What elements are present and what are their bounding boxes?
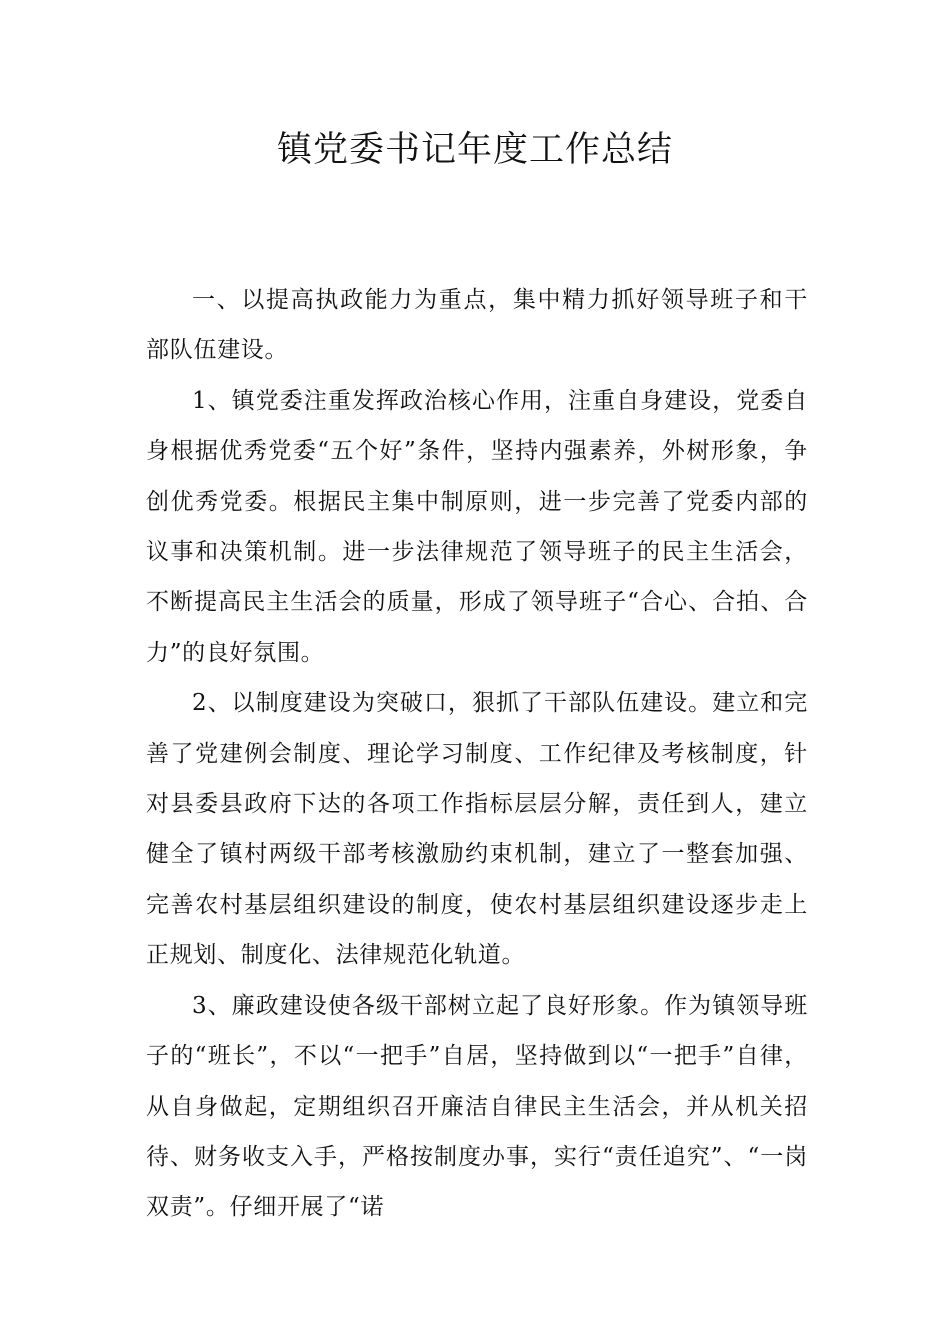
paragraph-item-3: 3、廉政建设使各级干部树立起了良好形象。作为镇领导班子的“班长”，不以“一把手”自居，坚持做到以“一把手”自律，从自身做起，定期组织召开廉洁自律民主生活会，并从机关招待、财务收支入手，严格按制度办事，实行“责任追究”、“一岗双责”。仔细开展了“诺 — [146, 992, 808, 1221]
paragraph-item-1: 1、镇党委注重发挥政治核心作用，注重自身建设，党委自身根据优秀党委“五个好”条件，坚持内强素养，外树形象，争创优秀党委。根据民主集中制原则，进一步完善了党委内部的议事和决策机制。进一步法律规范了领导班子的民主生活会，不断提高民主生活会的质量，形成了领导班子“合心、合拍、合力”的良好氛围。 — [146, 387, 808, 666]
paragraph-item-2: 2、以制度建设为突破口，狠抓了干部队伍建设。建立和完善了党建例会制度、理论学习制度、工作纪律及考核制度，针对县委县政府下达的各项工作指标层层分解，责任到人，建立健全了镇村两级干部考核激励约束机制，建立了一整套加强、完善农村基层组织建设的制度，使农村基层组织建设逐步走上正规划、制度化、法律规范化轨道。 — [146, 690, 808, 969]
document-body — [146, 275, 808, 1233]
paragraph-section-heading: 一、以提高执政能力为重点，集中精力抓好领导班子和干部队伍建设。 — [146, 287, 808, 364]
document-title: 镇党委书记年度工作总结 — [276, 130, 673, 170]
